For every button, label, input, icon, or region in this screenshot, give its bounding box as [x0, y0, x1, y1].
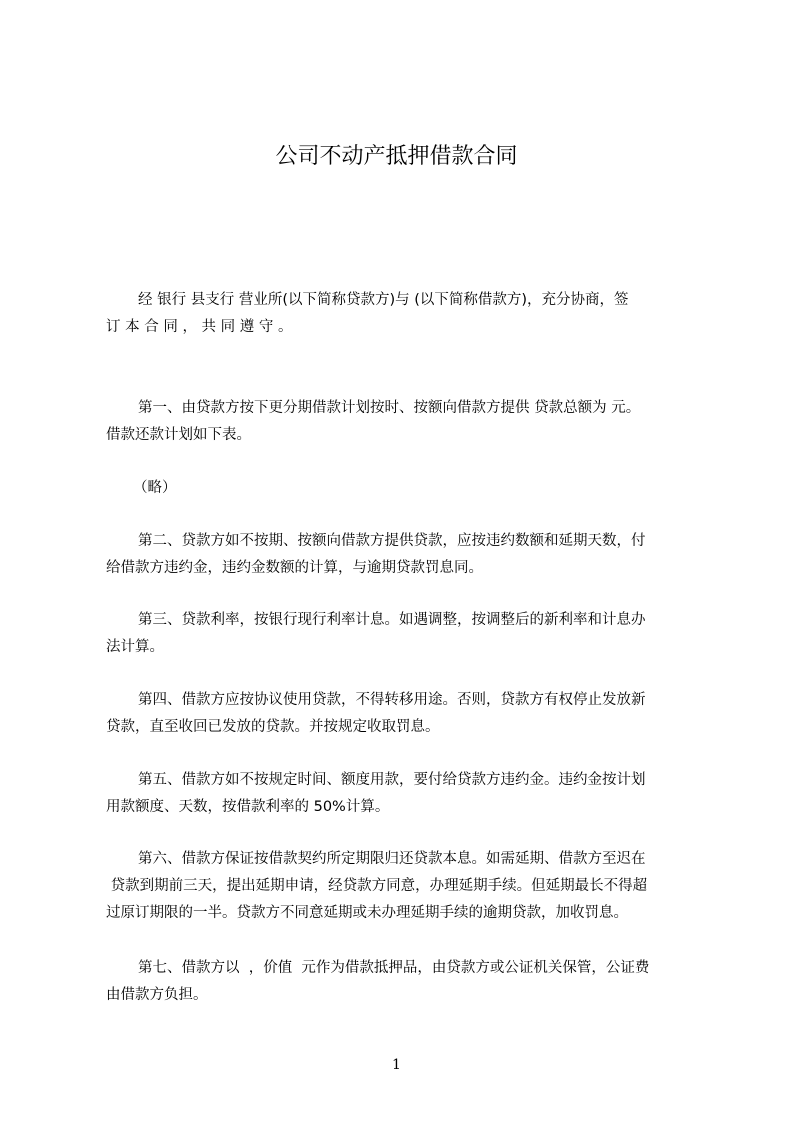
intro-char: 订 — [106, 319, 121, 335]
article-4-line-2: 贷款，直至收回已发放的贷款。并按规定收取罚息。 — [106, 719, 440, 735]
article-4 — [106, 687, 698, 741]
article-1 — [106, 395, 698, 449]
article-2 — [106, 528, 698, 582]
article-6 — [106, 846, 698, 927]
article-4-line-1: 第四、借款方应按协议使用贷款，不得转移用途。否则，贷款方有权停止发放新 — [138, 692, 646, 708]
article-7 — [106, 955, 698, 1009]
article-1-line-1: 第一、由贷款方按下更分期借款计划按时、按额向借款方提供 贷款总额为 元。 — [138, 400, 641, 416]
intro-char: ， — [182, 319, 197, 335]
article-5-line-1: 第五、借款方如不按规定时间、额度用款，要付给贷款方违约金。违约金按计划 — [138, 772, 646, 788]
intro-char: 守 — [258, 319, 274, 335]
intro-char: 。 — [277, 319, 293, 335]
article-3-line-1: 第三、贷款利率，按银行现行利率计息。如遇调整，按调整后的新利率和计息办 — [138, 612, 646, 628]
intro-paragraph — [106, 287, 698, 341]
intro-line-1: 经 银行 县支行 营业所(以下简称贷款方)与 (以下简称借款方)，充分协商，签 — [138, 292, 629, 308]
article-6-line-3: 过原订期限的一半。贷款方不同意延期或未办理延期手续的逾期贷款，加收罚息。 — [106, 905, 628, 921]
article-6-line-1: 第六、借款方保证按借款契约所定期限归还贷款本息。如需延期、借款方至迟在 — [138, 851, 646, 867]
intro-char: 本 — [125, 319, 140, 335]
article-6-line-2: 贷款到期前三天，提出延期申请，经贷款方同意，办理延期手续。但延期最长不得超 — [106, 878, 648, 894]
intro-char: 共 — [201, 319, 217, 335]
intro-char: 同 — [163, 319, 178, 335]
intro-char: 合 — [144, 319, 159, 335]
omitted-note: （略） — [133, 480, 177, 496]
article-2-line-2: 给借款方违约金，违约金数额的计算，与逾期贷款罚息同。 — [106, 560, 483, 576]
article-5 — [106, 767, 698, 821]
article-2-line-1: 第二、贷款方如不按期、按额向借款方提供贷款，应按违约数额和延期天数，付 — [138, 533, 646, 549]
intro-line-2 — [106, 314, 698, 341]
article-1-line-2: 借款还款计划如下表。 — [106, 427, 251, 443]
article-5-line-2: 用款额度、天数，按借款利率的 50%计算。 — [106, 799, 390, 815]
page-number: 1 — [392, 1057, 401, 1073]
intro-char: 同 — [220, 319, 236, 335]
article-3-line-2: 法计算。 — [106, 639, 164, 655]
article-7-line-1: 第七、借款方以 ，价值 元作为借款抵押品，由贷款方或公证机关保管，公证费 — [138, 960, 650, 976]
article-3 — [106, 607, 698, 661]
document-title: 公司不动产抵押借款合同 — [275, 144, 518, 169]
intro-char: 遵 — [239, 319, 255, 335]
article-7-line-2: 由借款方负担。 — [106, 987, 208, 1003]
